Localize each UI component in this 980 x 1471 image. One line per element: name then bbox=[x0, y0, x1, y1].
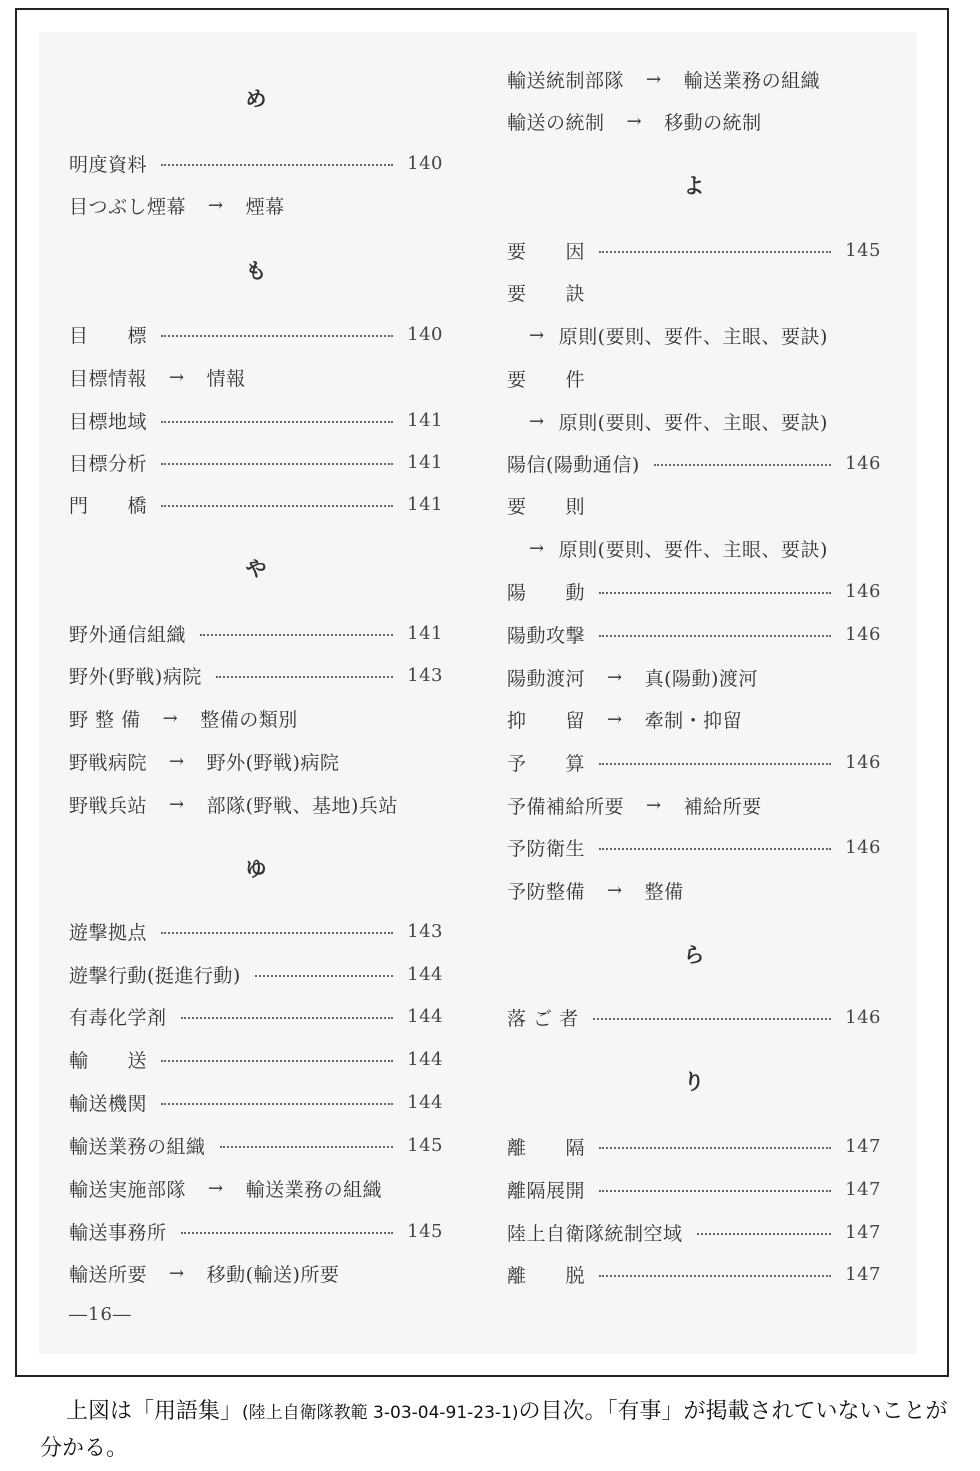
leader-dots bbox=[161, 1060, 393, 1062]
index-entry bbox=[69, 789, 443, 819]
leader-dots bbox=[161, 505, 393, 507]
index-entry bbox=[507, 1174, 881, 1204]
leader-dots bbox=[599, 1190, 831, 1192]
entry-page: 140 bbox=[407, 152, 443, 174]
entry-term: 輸送事務所 bbox=[69, 1221, 167, 1244]
entry-page: 143 bbox=[407, 920, 443, 942]
leader-dots bbox=[161, 164, 393, 166]
leader-dots bbox=[599, 635, 831, 637]
scanned-page-frame bbox=[15, 8, 949, 1377]
entry-term: 野戦病院 bbox=[69, 751, 148, 774]
entry-term: 目つぶし煙幕 bbox=[69, 195, 187, 218]
entry-page: 145 bbox=[845, 239, 881, 261]
entry-term: 抑 留 bbox=[507, 709, 586, 732]
entry-page: 147 bbox=[845, 1221, 881, 1243]
index-entry bbox=[507, 106, 881, 136]
entry-reference: 煙幕 bbox=[245, 195, 285, 218]
index-entry bbox=[507, 875, 881, 905]
index-entry bbox=[69, 319, 443, 349]
entry-reference: 情報 bbox=[206, 367, 246, 390]
leader-dots bbox=[161, 463, 393, 465]
entry-term: 有毒化学剤 bbox=[69, 1006, 167, 1029]
see-arrow-icon: → bbox=[169, 750, 185, 772]
index-entry bbox=[69, 447, 443, 477]
glossary-page bbox=[39, 32, 917, 1354]
index-entry bbox=[507, 406, 881, 436]
entry-term: 輸送統制部隊 bbox=[507, 69, 625, 92]
see-arrow-icon: → bbox=[169, 1262, 185, 1284]
index-entry bbox=[69, 190, 443, 220]
caption-source: (陸上自衛隊教範 3-03-04-91-23-1) bbox=[242, 1403, 519, 1423]
entry-reference: 部隊(野戦、基地)兵站 bbox=[206, 794, 398, 817]
section-heading: ゆ bbox=[245, 856, 267, 881]
entry-term: 遊撃拠点 bbox=[69, 921, 148, 944]
index-entry bbox=[507, 790, 881, 820]
leader-dots bbox=[161, 335, 393, 337]
entry-term: 要 因 bbox=[507, 240, 586, 263]
entry-term: 離 隔 bbox=[507, 1136, 586, 1159]
index-entry bbox=[69, 1173, 443, 1203]
leader-dots bbox=[216, 676, 393, 678]
leader-dots bbox=[697, 1233, 832, 1235]
section-heading: り bbox=[683, 1069, 705, 1094]
caption-part-1: 上図は「用語集」 bbox=[66, 1399, 243, 1424]
index-entry bbox=[69, 959, 443, 989]
entry-reference: 整備 bbox=[644, 880, 684, 903]
leader-dots bbox=[181, 1017, 394, 1019]
entry-term: 輸送の統制 bbox=[507, 111, 605, 134]
see-arrow-icon: → bbox=[607, 708, 623, 730]
entry-page: 146 bbox=[845, 836, 881, 858]
see-arrow-icon: → bbox=[169, 793, 185, 815]
entry-page: 146 bbox=[845, 1006, 881, 1028]
entry-reference: 輸送業務の組織 bbox=[683, 69, 821, 92]
entry-term: 予防整備 bbox=[507, 880, 586, 903]
entry-page: 146 bbox=[845, 452, 881, 474]
index-entry bbox=[507, 448, 881, 478]
see-arrow-icon: → bbox=[607, 879, 623, 901]
entry-term: 野 整 備 bbox=[69, 708, 141, 731]
see-arrow-icon: → bbox=[646, 68, 662, 90]
leader-dots bbox=[161, 421, 393, 423]
index-entry bbox=[69, 1044, 443, 1074]
entry-reference: 移動(輸送)所要 bbox=[206, 1263, 340, 1286]
index-entry bbox=[507, 1259, 881, 1289]
entry-term: 輸送実施部隊 bbox=[69, 1178, 187, 1201]
entry-term: 遊撃行動(挺進行動) bbox=[69, 964, 241, 987]
entry-term: 陽 動 bbox=[507, 581, 586, 604]
caption bbox=[40, 1394, 950, 1467]
see-arrow-icon: → bbox=[529, 537, 545, 559]
entry-term: 輸送機関 bbox=[69, 1092, 148, 1115]
leader-dots bbox=[599, 1147, 831, 1149]
index-entry bbox=[69, 405, 443, 435]
index-entry bbox=[507, 235, 881, 265]
index-entry bbox=[69, 703, 443, 733]
leader-dots bbox=[593, 1018, 832, 1020]
see-arrow-icon: → bbox=[529, 324, 545, 346]
index-entry bbox=[69, 1216, 443, 1246]
entry-reference: 整備の類別 bbox=[200, 708, 298, 731]
entry-term: 陽動渡河 bbox=[507, 667, 586, 690]
leader-dots bbox=[599, 592, 831, 594]
see-arrow-icon: → bbox=[646, 794, 662, 816]
leader-dots bbox=[220, 1146, 394, 1148]
entry-term: 野外通信組織 bbox=[69, 623, 187, 646]
index-entry bbox=[507, 832, 881, 862]
entry-page: 144 bbox=[407, 1091, 443, 1113]
entry-term: 落 ご 者 bbox=[507, 1007, 579, 1030]
entry-term: 明度資料 bbox=[69, 153, 148, 176]
index-entry bbox=[507, 662, 881, 692]
see-arrow-icon: → bbox=[529, 410, 545, 432]
entry-page: 141 bbox=[407, 622, 443, 644]
page-number: ―16― bbox=[69, 1304, 132, 1325]
leader-dots bbox=[599, 251, 831, 253]
entry-page: 146 bbox=[845, 623, 881, 645]
section-heading: よ bbox=[683, 173, 705, 198]
entry-term: 野戦兵站 bbox=[69, 794, 148, 817]
see-arrow-icon: → bbox=[208, 1177, 224, 1199]
entry-reference: 原則(要則、要件、主眼、要訣) bbox=[558, 538, 828, 561]
entry-reference: 牽制・抑留 bbox=[644, 709, 743, 732]
index-entry bbox=[507, 1002, 881, 1032]
index-entry bbox=[507, 619, 881, 649]
entry-page: 144 bbox=[407, 1005, 443, 1027]
entry-term: 離隔展開 bbox=[507, 1179, 586, 1202]
entry-page: 147 bbox=[845, 1178, 881, 1200]
index-entry bbox=[507, 747, 881, 777]
see-arrow-icon: → bbox=[607, 666, 623, 688]
index-entry bbox=[507, 1131, 881, 1161]
entry-page: 144 bbox=[407, 963, 443, 985]
entry-term: 輸送所要 bbox=[69, 1263, 148, 1286]
entry-page: 140 bbox=[407, 323, 443, 345]
entry-reference: 野外(野戦)病院 bbox=[206, 751, 340, 774]
index-entry bbox=[507, 533, 881, 563]
section-heading: や bbox=[245, 556, 267, 581]
entry-page: 144 bbox=[407, 1048, 443, 1070]
entry-page: 146 bbox=[845, 751, 881, 773]
entry-term: 陸上自衛隊統制空域 bbox=[507, 1222, 683, 1245]
index-entry bbox=[69, 1001, 443, 1031]
index-entry bbox=[69, 1087, 443, 1117]
entry-reference: 補給所要 bbox=[683, 795, 762, 818]
index-entry bbox=[69, 660, 443, 690]
caption-part-3: の目次。「有事」が掲載されていないことが分かる。 bbox=[40, 1399, 948, 1461]
leader-dots bbox=[599, 763, 831, 765]
entry-page: 146 bbox=[845, 580, 881, 602]
see-arrow-icon: → bbox=[626, 110, 643, 132]
leader-dots bbox=[255, 975, 393, 977]
entry-term: 要 訣 bbox=[507, 282, 586, 305]
entry-term: 輸送業務の組織 bbox=[69, 1135, 206, 1158]
entry-reference: 真(陽動)渡河 bbox=[644, 667, 758, 690]
entry-term: 輸 送 bbox=[69, 1049, 148, 1072]
entry-term: 予備補給所要 bbox=[507, 795, 625, 818]
see-arrow-icon: → bbox=[208, 194, 224, 216]
index-entry bbox=[69, 1130, 443, 1160]
entry-term: 目 標 bbox=[69, 324, 148, 347]
index-entry bbox=[507, 64, 881, 94]
entry-page: 145 bbox=[407, 1220, 443, 1242]
index-entry bbox=[507, 277, 881, 307]
index-entry bbox=[69, 148, 443, 178]
index-entry bbox=[507, 363, 881, 393]
leader-dots bbox=[599, 848, 831, 850]
entry-page: 147 bbox=[845, 1135, 881, 1157]
entry-term: 目標情報 bbox=[69, 367, 148, 390]
index-entry bbox=[507, 576, 881, 606]
index-entry bbox=[507, 1217, 881, 1247]
entry-term: 離 脱 bbox=[507, 1264, 586, 1287]
section-heading: も bbox=[245, 258, 267, 283]
entry-page: 145 bbox=[407, 1134, 443, 1156]
entry-term: 予防衛生 bbox=[507, 837, 586, 860]
index-entry bbox=[507, 490, 881, 520]
entry-term: 要 件 bbox=[507, 368, 586, 391]
leader-dots bbox=[654, 464, 831, 466]
entry-reference: 移動の統制 bbox=[664, 111, 762, 134]
index-entry bbox=[69, 489, 443, 519]
entry-term: 陽動攻撃 bbox=[507, 624, 586, 647]
entry-term: 要 則 bbox=[507, 495, 586, 518]
index-entry bbox=[69, 618, 443, 648]
index-entry bbox=[69, 746, 443, 776]
entry-page: 147 bbox=[845, 1263, 881, 1285]
entry-page: 143 bbox=[407, 664, 443, 686]
entry-term: 門 橋 bbox=[69, 494, 148, 517]
leader-dots bbox=[181, 1232, 394, 1234]
entry-page: 141 bbox=[407, 451, 443, 473]
entry-page: 141 bbox=[407, 409, 443, 431]
leader-dots bbox=[161, 932, 393, 934]
entry-term: 陽信(陽動通信) bbox=[507, 453, 640, 476]
entry-reference: 輸送業務の組織 bbox=[245, 1178, 383, 1201]
entry-term: 野外(野戦)病院 bbox=[69, 665, 202, 688]
section-heading: め bbox=[245, 86, 267, 111]
section-heading: ら bbox=[683, 942, 705, 967]
index-entry bbox=[69, 362, 443, 392]
see-arrow-icon: → bbox=[169, 366, 185, 388]
entry-term: 予 算 bbox=[507, 752, 586, 775]
index-entry bbox=[507, 704, 881, 734]
entry-reference: 原則(要則、要件、主眼、要訣) bbox=[558, 411, 828, 434]
entry-term: 目標分析 bbox=[69, 452, 148, 475]
entry-term: 目標地域 bbox=[69, 410, 148, 433]
see-arrow-icon: → bbox=[162, 707, 179, 729]
entry-page: 141 bbox=[407, 493, 443, 515]
entry-reference: 原則(要則、要件、主眼、要訣) bbox=[558, 325, 828, 348]
leader-dots bbox=[161, 1103, 393, 1105]
index-entry bbox=[69, 916, 443, 946]
index-entry bbox=[69, 1258, 443, 1288]
leader-dots bbox=[599, 1275, 831, 1277]
leader-dots bbox=[200, 634, 393, 636]
index-entry bbox=[507, 320, 881, 350]
